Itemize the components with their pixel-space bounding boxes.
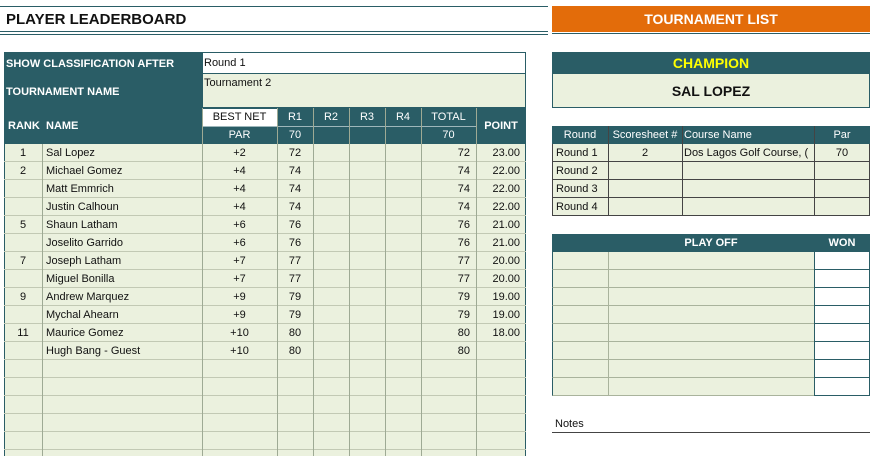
playoff-row[interactable] bbox=[552, 324, 814, 342]
cell-total: 74 bbox=[457, 165, 470, 177]
col-best-net-button[interactable]: BEST NET bbox=[202, 109, 277, 126]
cell-r1: 76 bbox=[288, 219, 302, 231]
cell-par: +4 bbox=[233, 165, 246, 177]
rounds-cell-round: Round 3 bbox=[556, 183, 598, 195]
cell-point: 20.00 bbox=[492, 273, 520, 285]
playoff-row[interactable] bbox=[552, 342, 814, 360]
cell-name: Maurice Gomez bbox=[46, 327, 124, 339]
cell-name: Shaun Latham bbox=[46, 219, 118, 231]
cell-par: +6 bbox=[233, 219, 246, 231]
par-total: 70 bbox=[442, 129, 455, 141]
show-classification-select[interactable] bbox=[202, 52, 526, 74]
rounds-cell-scoresheet[interactable]: 2 bbox=[641, 147, 649, 159]
col-r3: R3 bbox=[359, 111, 375, 123]
playoff-won-cell[interactable] bbox=[814, 378, 870, 396]
rounds-col-scoresheet: Scoresheet # bbox=[612, 129, 678, 141]
rounds-col-round: Round bbox=[563, 129, 597, 141]
cell-total: 76 bbox=[457, 237, 470, 249]
playoff-won-cell[interactable] bbox=[814, 252, 870, 270]
cell-name: Mychal Ahearn bbox=[46, 309, 119, 321]
cell-rank: 7 bbox=[19, 255, 27, 267]
cell-name: Hugh Bang - Guest bbox=[46, 345, 141, 357]
cell-name: Sal Lopez bbox=[46, 147, 95, 159]
table-row bbox=[4, 396, 526, 414]
cell-name: Justin Calhoun bbox=[46, 201, 119, 213]
playoff-row[interactable] bbox=[552, 288, 814, 306]
tournament-name-value: Tournament 2 bbox=[204, 77, 272, 89]
cell-par: +7 bbox=[233, 273, 246, 285]
column-separator bbox=[476, 108, 477, 456]
cell-name: Andrew Marquez bbox=[46, 291, 130, 303]
rounds-col-par: Par bbox=[833, 129, 851, 141]
col-r4: R4 bbox=[395, 111, 411, 123]
cell-par: +10 bbox=[230, 345, 249, 357]
rounds-separator bbox=[682, 126, 683, 216]
column-separator bbox=[349, 108, 350, 456]
cell-rank: 9 bbox=[19, 309, 27, 321]
cell-r1: 77 bbox=[288, 255, 302, 267]
playoff-won-cell[interactable] bbox=[814, 342, 870, 360]
cell-par: +10 bbox=[230, 327, 249, 339]
cell-point: 22.00 bbox=[492, 165, 520, 177]
cell-name: Miguel Bonilla bbox=[46, 273, 115, 285]
cell-name: Michael Gomez bbox=[46, 165, 123, 177]
tournament-name-field[interactable] bbox=[202, 74, 526, 108]
rounds-cell-par[interactable]: 70 bbox=[835, 147, 849, 159]
playoff-won-label: WON bbox=[828, 237, 856, 249]
column-separator bbox=[42, 144, 43, 456]
cell-rank: 5 bbox=[19, 237, 27, 249]
cell-total: 77 bbox=[457, 255, 470, 267]
table-row bbox=[4, 378, 526, 396]
playoff-won-cell[interactable] bbox=[814, 360, 870, 378]
cell-rank: 2 bbox=[19, 165, 27, 177]
table-row bbox=[4, 360, 526, 378]
column-separator bbox=[313, 108, 314, 456]
cell-r1: 74 bbox=[288, 183, 302, 195]
playoff-won-cell[interactable] bbox=[814, 288, 870, 306]
cell-rank: 9 bbox=[19, 291, 27, 303]
column-separator bbox=[202, 108, 203, 456]
cell-name: Joselito Garrido bbox=[46, 237, 124, 249]
cell-r1: 79 bbox=[288, 309, 302, 321]
title-top-rule bbox=[0, 6, 548, 7]
rounds-separator bbox=[814, 126, 815, 216]
cell-name: Joseph Latham bbox=[46, 255, 122, 267]
cell-total: 72 bbox=[457, 147, 470, 159]
cell-r1: 80 bbox=[288, 345, 302, 357]
cell-par: +7 bbox=[233, 255, 246, 267]
cell-point: 18.00 bbox=[492, 327, 520, 339]
cell-rank: 5 bbox=[19, 219, 27, 231]
cell-name: Matt Emmrich bbox=[46, 183, 114, 195]
table-row bbox=[4, 432, 526, 450]
cell-point: 22.00 bbox=[492, 201, 520, 213]
rounds-cell-course[interactable]: Dos Lagos Golf Course, ( bbox=[684, 147, 809, 159]
notes-area[interactable] bbox=[552, 434, 870, 456]
rounds-separator bbox=[608, 126, 609, 216]
cell-rank: 2 bbox=[19, 183, 27, 195]
col-r1: R1 bbox=[287, 111, 303, 123]
cell-rank: 2 bbox=[19, 201, 27, 213]
table-row bbox=[4, 414, 526, 432]
cell-point: 23.00 bbox=[492, 147, 520, 159]
show-classification-value: Round 1 bbox=[204, 57, 246, 69]
cell-par: +4 bbox=[233, 183, 246, 195]
cell-par: +6 bbox=[233, 237, 246, 249]
cell-rank: 1 bbox=[19, 147, 27, 159]
cell-r1: 79 bbox=[288, 291, 302, 303]
show-classification-label: SHOW CLASSIFICATION AFTER bbox=[6, 58, 175, 70]
cell-point: 21.00 bbox=[492, 237, 520, 249]
champion-label: CHAMPION bbox=[672, 55, 750, 71]
cell-r1: 76 bbox=[288, 237, 302, 249]
header-split-rule bbox=[202, 126, 476, 127]
cell-rank: 11 bbox=[17, 327, 29, 339]
column-separator bbox=[421, 108, 422, 456]
cell-total: 79 bbox=[457, 309, 470, 321]
cell-point: 19.00 bbox=[492, 309, 520, 321]
tournament-name-label: TOURNAMENT NAME bbox=[6, 86, 120, 98]
tournament-list-link[interactable]: TOURNAMENT LIST bbox=[552, 6, 870, 32]
col-rank: RANK bbox=[8, 120, 40, 132]
playoff-separator bbox=[608, 252, 609, 396]
playoff-row[interactable] bbox=[552, 252, 814, 270]
cell-r1: 74 bbox=[288, 201, 302, 213]
cell-rank: 11 bbox=[17, 345, 29, 357]
title-bottom-rule bbox=[0, 31, 548, 32]
notes-rule bbox=[552, 432, 870, 433]
col-par: PAR bbox=[228, 129, 251, 141]
column-separator bbox=[385, 108, 386, 456]
notes-label: Notes bbox=[555, 418, 584, 430]
rounds-cell-round: Round 1 bbox=[556, 147, 598, 159]
cell-par: +9 bbox=[233, 309, 246, 321]
cell-total: 80 bbox=[457, 327, 470, 339]
cell-total: 77 bbox=[457, 273, 470, 285]
rounds-cell-round: Round 2 bbox=[556, 165, 598, 177]
cell-rank: 7 bbox=[19, 273, 27, 285]
champion-name: SAL LOPEZ bbox=[671, 83, 751, 99]
cell-total: 76 bbox=[457, 219, 470, 231]
cell-total: 80 bbox=[457, 345, 470, 357]
cell-r1: 77 bbox=[288, 273, 302, 285]
cell-point: 22.00 bbox=[492, 183, 520, 195]
playoff-won-cell[interactable] bbox=[814, 324, 870, 342]
column-separator bbox=[277, 108, 278, 456]
cell-point: 20.00 bbox=[492, 255, 520, 267]
cell-total: 79 bbox=[457, 291, 470, 303]
cell-r1: 74 bbox=[288, 165, 302, 177]
cell-point: 21.00 bbox=[492, 219, 520, 231]
par-r1: 70 bbox=[288, 129, 302, 141]
title-bottom-rule-2 bbox=[0, 34, 548, 35]
playoff-row[interactable] bbox=[552, 306, 814, 324]
rounds-col-course: Course Name bbox=[684, 129, 752, 141]
playoff-row[interactable] bbox=[552, 378, 814, 396]
cell-r1: 80 bbox=[288, 327, 302, 339]
cell-par: +9 bbox=[233, 291, 246, 303]
playoff-row[interactable] bbox=[552, 270, 814, 288]
cell-par: +4 bbox=[233, 201, 246, 213]
cell-r1: 72 bbox=[288, 147, 302, 159]
tournament-list-rule bbox=[552, 33, 870, 34]
cell-total: 74 bbox=[457, 201, 470, 213]
col-total: TOTAL bbox=[431, 111, 466, 123]
playoff-won-cell[interactable] bbox=[814, 306, 870, 324]
playoff-won-cell[interactable] bbox=[814, 270, 870, 288]
page-title: PLAYER LEADERBOARD bbox=[6, 11, 187, 28]
col-point: POINT bbox=[484, 120, 518, 132]
col-name: NAME bbox=[46, 120, 79, 132]
cell-par: +2 bbox=[233, 147, 246, 159]
col-r2: R2 bbox=[323, 111, 339, 123]
cell-point: 19.00 bbox=[492, 291, 520, 303]
playoff-label: PLAY OFF bbox=[684, 237, 738, 249]
rounds-cell-round: Round 4 bbox=[556, 201, 598, 213]
cell-total: 74 bbox=[457, 183, 470, 195]
playoff-row[interactable] bbox=[552, 360, 814, 378]
